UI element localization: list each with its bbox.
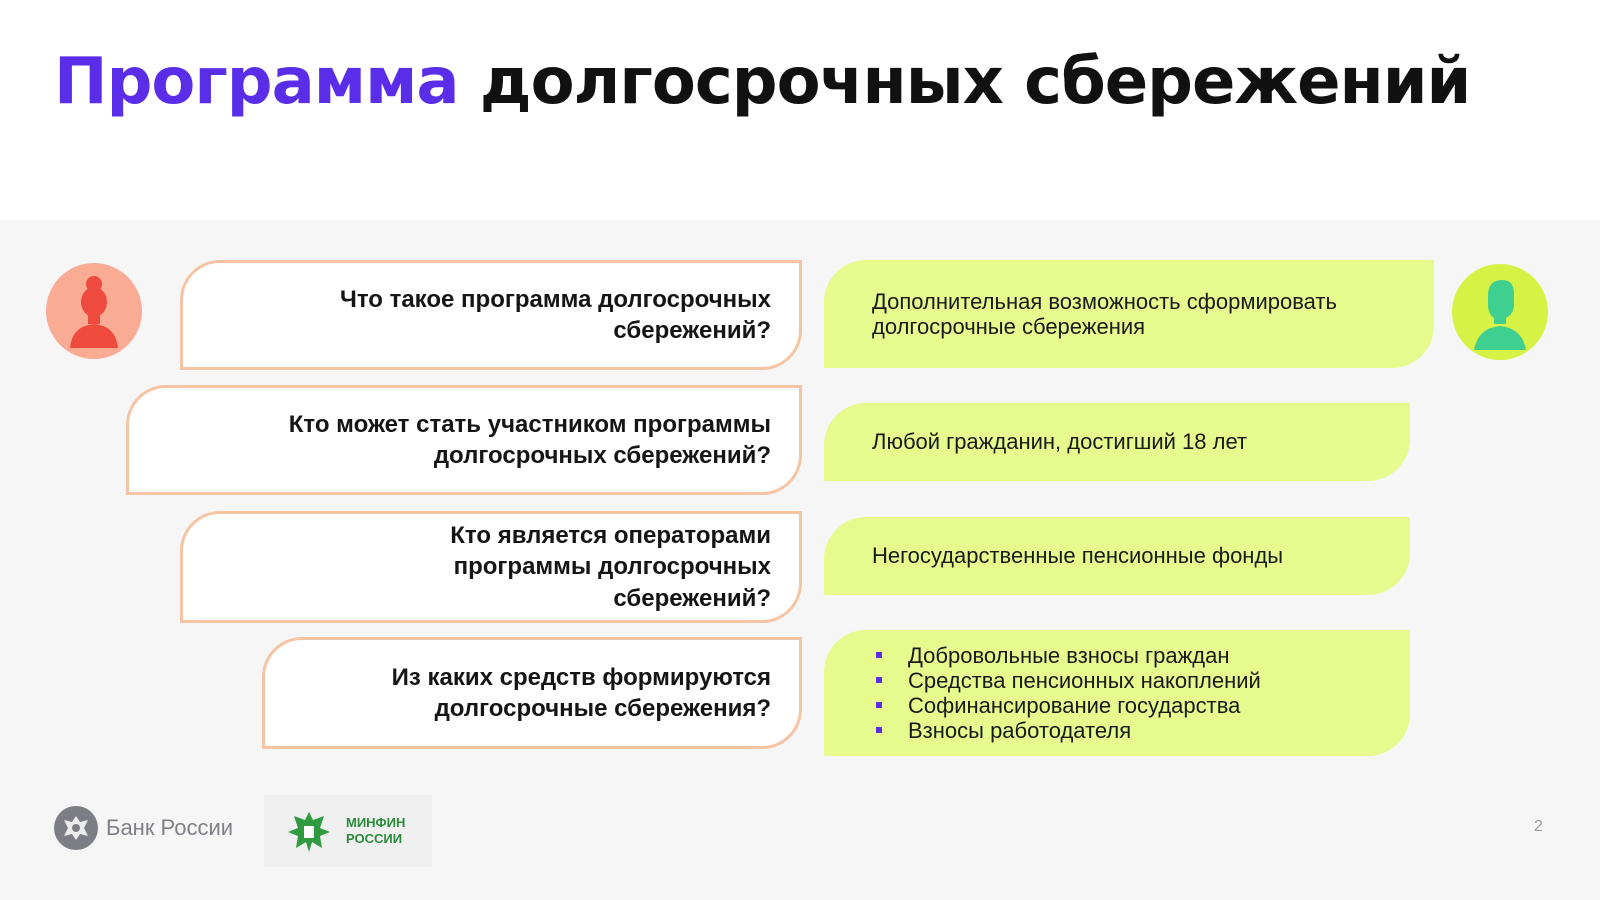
list-item: Средства пенсионных накоплений <box>872 668 1261 693</box>
minfin-logo <box>264 795 432 867</box>
answer-text: Любой гражданин, достигший 18 лет <box>872 429 1248 455</box>
question-card <box>262 637 802 749</box>
eagle-emblem-icon <box>284 806 334 856</box>
answer-card <box>824 260 1434 368</box>
header <box>0 0 1600 220</box>
minfin-logo-text: МИНФИН РОССИИ <box>346 815 406 846</box>
answer-card <box>824 630 1410 756</box>
page-number: 2 <box>1534 818 1543 835</box>
man-avatar-icon <box>1452 264 1548 360</box>
question-text: Кто может стать участником программы долгосрочных сбережений? <box>288 410 771 469</box>
title-rest: долгосрочных сбережений <box>479 45 1471 119</box>
page-title <box>54 44 1470 121</box>
title-accent: Программа <box>54 45 459 119</box>
bank-logo-text: Банк России <box>106 815 234 840</box>
answer-list <box>872 643 1261 743</box>
eagle-seal-icon <box>54 806 98 850</box>
answer-text: Дополнительная возможность сформировать долгосрочные сбережения <box>872 288 1337 339</box>
question-text: Из каких средств формируются долгосрочные сбережения? <box>391 663 771 722</box>
answer-text: Негосударственные пенсионные фонды <box>872 543 1284 569</box>
list-item: Добровольные взносы граждан <box>872 643 1261 668</box>
answer-card <box>824 517 1410 595</box>
answer-card <box>824 403 1410 481</box>
list-item: Софинансирование государства <box>872 693 1261 718</box>
list-item: Взносы работодателя <box>872 718 1261 743</box>
question-card <box>180 511 802 623</box>
question-card <box>126 385 802 495</box>
woman-avatar-icon <box>46 263 142 359</box>
question-card <box>180 260 802 370</box>
question-text: Кто является операторами программы долгосрочных сбережений? <box>450 522 771 612</box>
question-text: Что такое программа долгосрочных сбережений? <box>339 285 771 344</box>
bank-of-russia-logo <box>54 806 233 850</box>
